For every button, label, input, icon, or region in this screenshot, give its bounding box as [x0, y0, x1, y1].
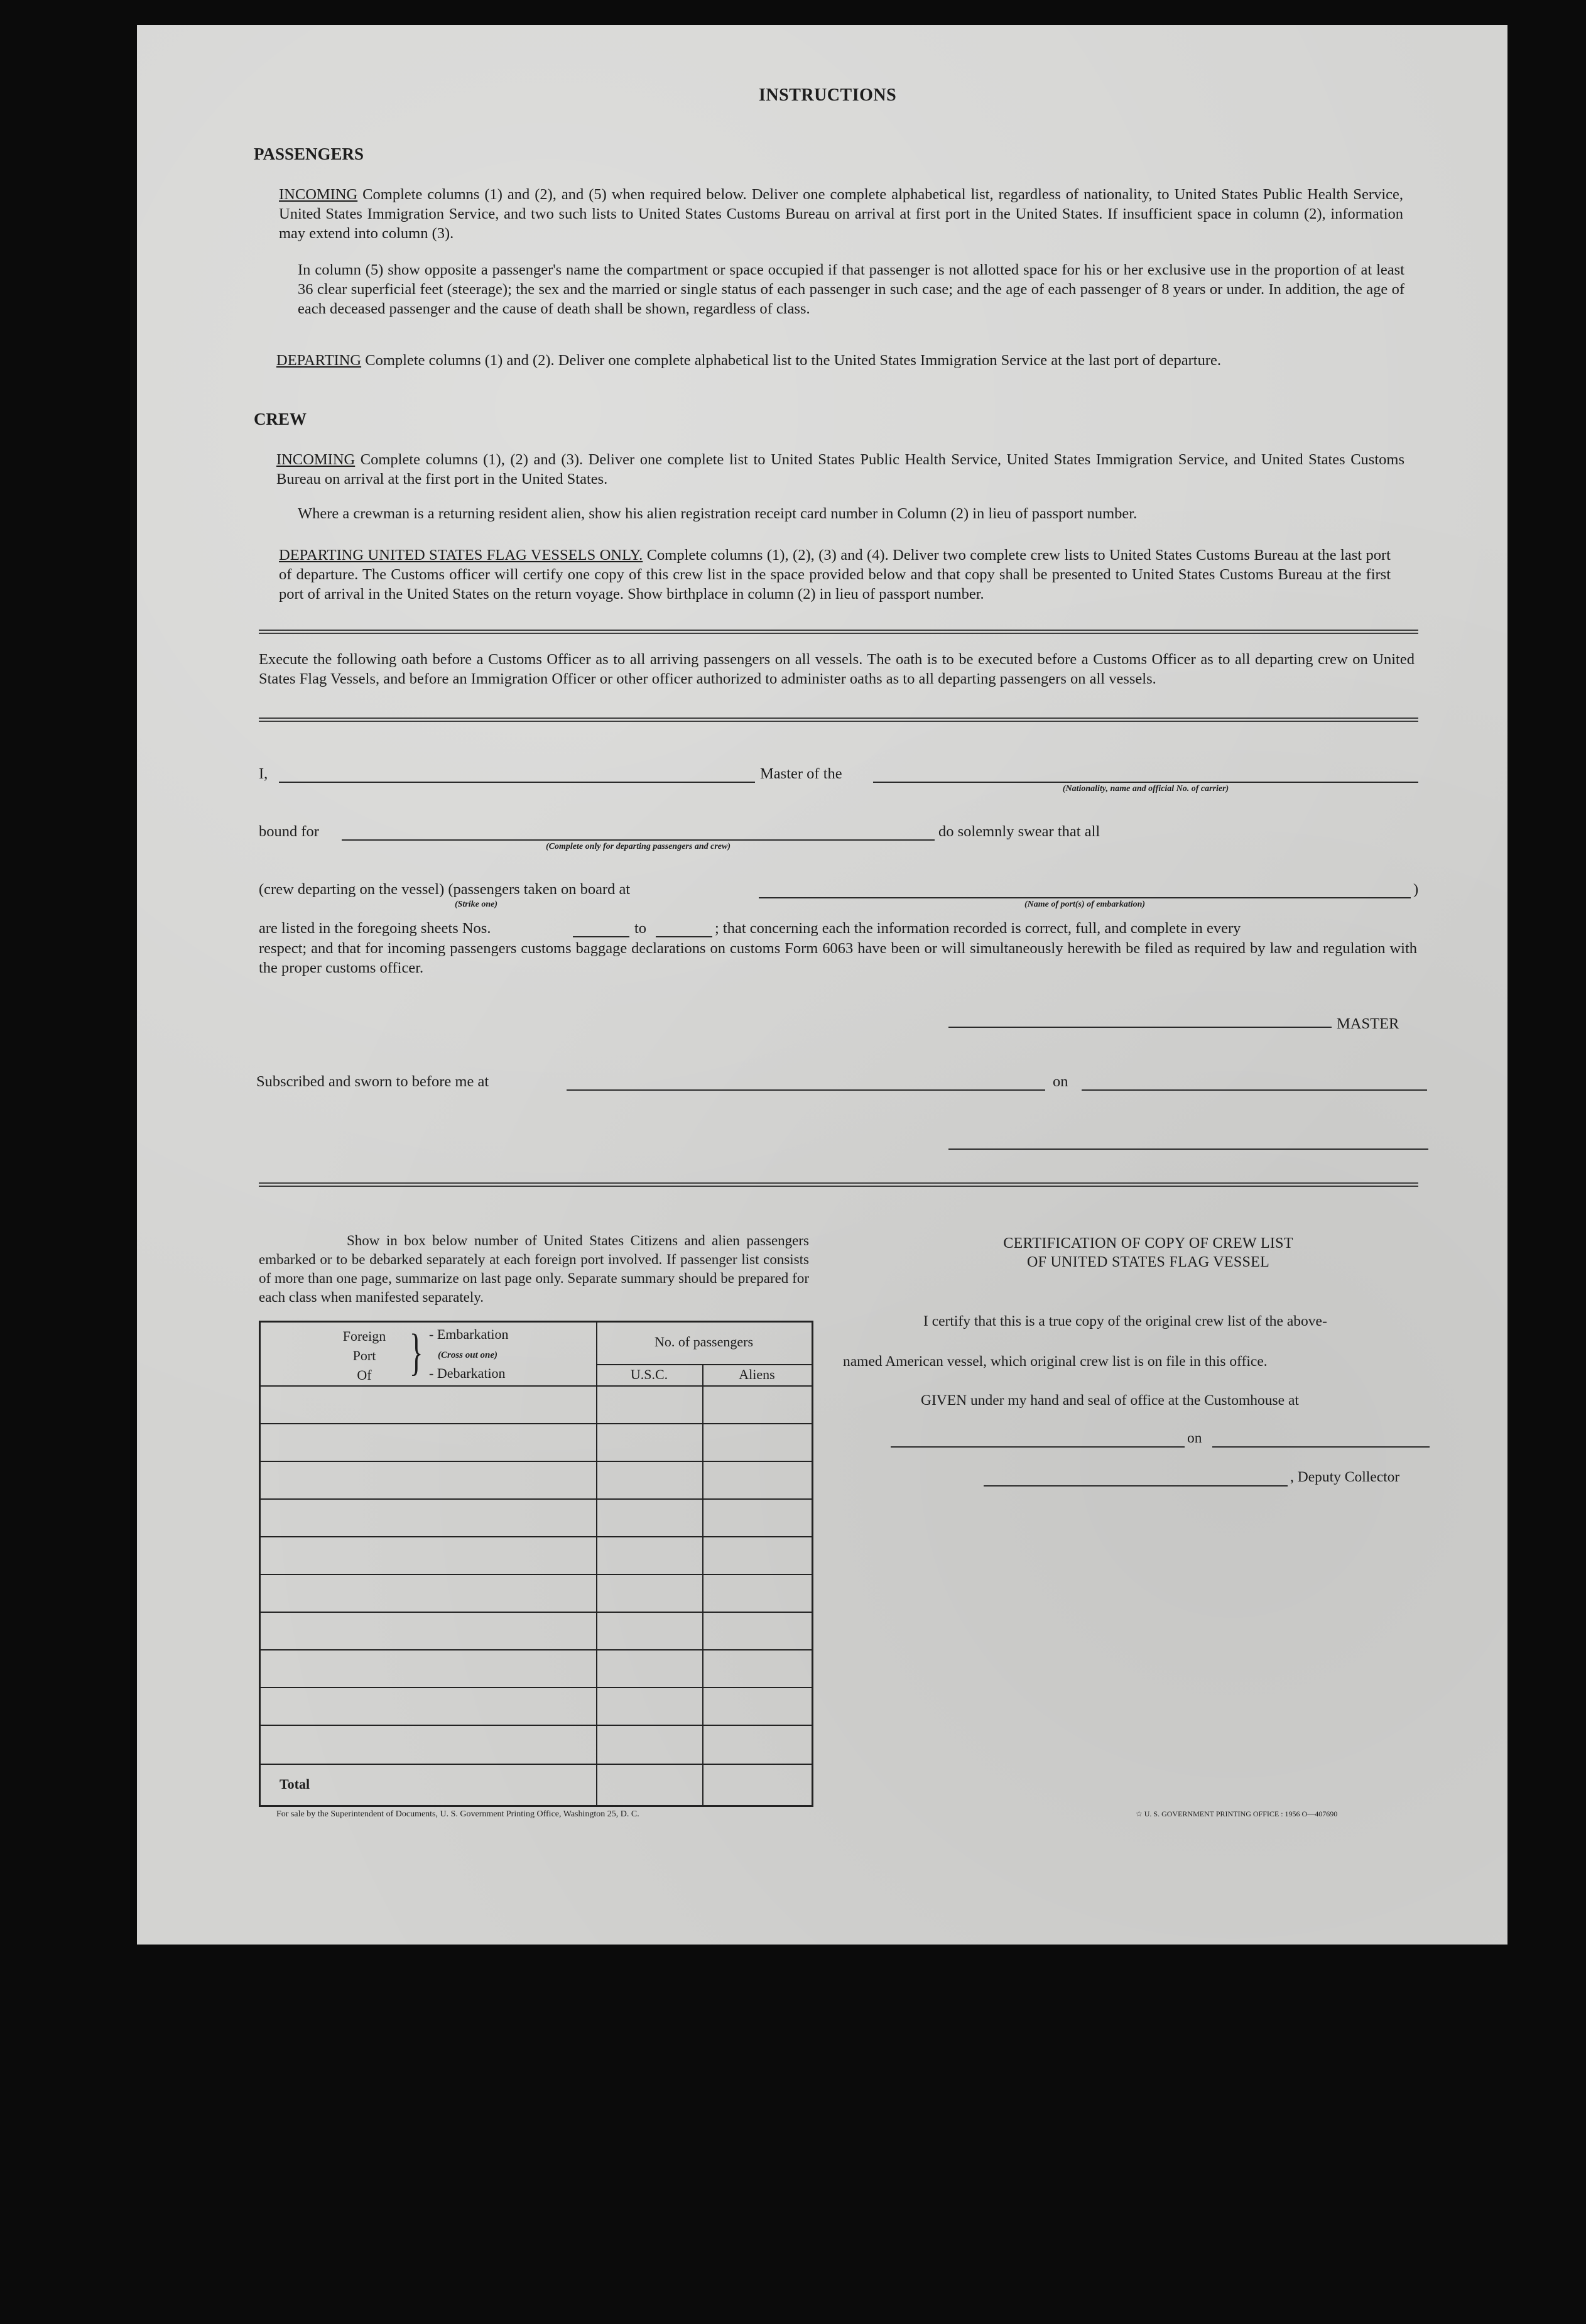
master-signature-line[interactable]	[948, 1027, 1332, 1028]
subscribed-on-label: on	[1053, 1073, 1068, 1090]
sheet-to-line[interactable]	[656, 936, 712, 937]
foreign-port-header	[323, 1326, 405, 1385]
certify-line-3: GIVEN under my hand and seal of office at the Customhouse at	[921, 1392, 1299, 1409]
table-header-divider	[596, 1364, 812, 1365]
table-row	[261, 1536, 812, 1537]
crew-incoming-lead: INCOMING	[276, 451, 356, 468]
subscribed-label: Subscribed and sworn to before me at	[256, 1073, 489, 1090]
passengers-incoming-paragraph	[279, 185, 1403, 243]
column5-paragraph: In column (5) show opposite a passenger's name the compartment or space occupied if that passenger is not allotted space for his or her exclusive use in the proportion of at least 36 clear superficial feet (steerage); the sex and the married or single status of each passenger in such case; and the age of each passenger of 8 years or under. In addition, the age of each deceased passenger and the cause of death shall be shown, regardless of class.	[298, 261, 1404, 317]
certify-line-1: I certify that this is a true copy of the original crew list of the above-	[923, 1313, 1327, 1329]
departing-text: Complete columns (1) and (2). Deliver one complete alphabetical list to the United States Immigration Service at the last port of departure.	[361, 352, 1221, 369]
passengers-departing-paragraph	[276, 351, 1404, 370]
certification-title-line-1: CERTIFICATION OF COPY OF CREW LIST	[1003, 1235, 1293, 1252]
of-label: Of	[357, 1367, 372, 1383]
embarkation-label: - Embarkation	[429, 1326, 509, 1342]
table-row	[261, 1725, 812, 1726]
passenger-summary-table	[259, 1321, 813, 1807]
listed-text-b: ; that concerning each the information recorded is correct, full, and complete in every	[715, 920, 1241, 937]
form-page	[137, 25, 1507, 1945]
customhouse-line[interactable]	[891, 1446, 1185, 1448]
flag-lead: DEPARTING UNITED STATES FLAG VESSELS ONLY.	[279, 547, 643, 564]
master-label: MASTER	[1337, 1015, 1399, 1032]
master-of-the-label: Master of the	[760, 765, 842, 782]
sheet-from-line[interactable]	[573, 936, 629, 937]
foreign-label: Foreign	[342, 1328, 386, 1344]
table-row	[261, 1461, 812, 1462]
separator-rule	[259, 630, 1418, 634]
separator-rule	[259, 1182, 1418, 1187]
footer-gpo-text: ☆ U. S. GOVERNMENT PRINTING OFFICE : 1956 O—407690	[1136, 1809, 1338, 1818]
separator-rule	[259, 717, 1418, 722]
close-paren: )	[1413, 881, 1419, 898]
bound-for-label: bound for	[259, 823, 319, 840]
crew-departing-text: (crew departing on the vessel) (passengers taken on board at	[259, 881, 631, 898]
aliens-header: Aliens	[739, 1367, 775, 1382]
port-caption: (Name of port(s) of embarkation)	[1024, 900, 1146, 909]
bound-for-caption: (Complete only for departing passengers and crew)	[546, 842, 731, 851]
table-row	[261, 1764, 812, 1765]
deputy-signature-line[interactable]	[984, 1485, 1288, 1487]
flag-text: Complete columns (1), (2), (3) and (4). Deliver two complete crew lists to United States Customs Bureau at the last port of departure. The Customs officer will certify one copy of this crew list in the space provided below and that copy shall be presented to United States Customs Bureau at the first port of arrival in the United States on the return voyage. Show birthplace in column (2) in lieu of passport number.	[279, 547, 1391, 603]
departing-lead: DEPARTING	[276, 352, 362, 369]
respect-text: respect; and that for incoming passengers customs baggage declarations on customs Form 6063 have been or will simultaneously herewith be filed as required by law and regulation with the proper customs officer.	[259, 940, 1417, 976]
table-row	[261, 1385, 812, 1387]
table-column-divider	[702, 1364, 703, 1805]
no-of-passengers-header: No. of passengers	[654, 1334, 754, 1350]
resident-alien-paragraph: Where a crewman is a returning resident alien, show his alien registration receipt card number in Column (2) in lieu of passport number.	[298, 505, 1138, 522]
bound-for-line[interactable]	[342, 839, 935, 841]
carrier-caption: (Nationality, name and official No. of carrier)	[1062, 784, 1229, 794]
certify-on-label: on	[1187, 1430, 1202, 1446]
certify-date-line[interactable]	[1212, 1446, 1430, 1448]
cross-out-caption: (Cross out one)	[438, 1350, 498, 1360]
flag-vessels-paragraph	[279, 545, 1391, 604]
passengers-heading: PASSENGERS	[254, 145, 364, 163]
port-label: Port	[352, 1348, 376, 1363]
officer-signature-line[interactable]	[948, 1148, 1428, 1150]
table-row	[261, 1498, 812, 1500]
brace-icon: }	[409, 1323, 423, 1380]
deputy-collector-label: , Deputy Collector	[1290, 1469, 1400, 1485]
crew-incoming-paragraph	[276, 450, 1404, 489]
table-row	[261, 1649, 812, 1650]
summary-instructions: Show in box below number of United States Citizens and alien passengers embarked or to be debarked separately at each foreign port involved. If passenger list consists of more than one page, summarize on last page only. Separate summary should be prepared for each class when manifested separately.	[259, 1233, 809, 1305]
incoming-lead: INCOMING	[279, 186, 358, 203]
certify-line-2: named American vessel, which original crew list is on file in this office.	[843, 1353, 1268, 1370]
page-title: INSTRUCTIONS	[759, 85, 897, 105]
master-name-line[interactable]	[279, 782, 755, 783]
certification-title	[891, 1234, 1406, 1272]
table-row	[261, 1612, 812, 1613]
usc-header: U.S.C.	[630, 1367, 668, 1382]
certification-title-line-2: OF UNITED STATES FLAG VESSEL	[1026, 1254, 1270, 1270]
debarkation-label: - Debarkation	[429, 1365, 506, 1381]
incoming-text: Complete columns (1) and (2), and (5) when required below. Deliver one complete alphabetical list, regardless of nationality, to United States Public Health Service, United States Immigration Service, and two such lists to United States Customs Bureau on arrival at first port in the United States. If insufficient space in column (2), information may extend into column (3).	[279, 186, 1403, 242]
embarkation-port-line[interactable]	[759, 897, 1411, 898]
carrier-line[interactable]	[873, 782, 1418, 783]
table-row	[261, 1423, 812, 1424]
oath-instructions: Execute the following oath before a Customs Officer as to all arriving passengers on all vessels. The oath is to be executed before a Customs Officer as to all departing crew on United States Flag Vessels, and before an Immigration Officer or other officer authorized to administer oaths as to all departing passengers on all vessels.	[259, 651, 1415, 687]
oath-i-label: I,	[259, 765, 268, 782]
subscribed-date-line[interactable]	[1082, 1089, 1427, 1091]
listed-text-a: are listed in the foregoing sheets Nos.	[259, 920, 491, 937]
subscribed-place-line[interactable]	[567, 1089, 1045, 1091]
listed-to-label: to	[634, 920, 647, 937]
strike-one-caption: (Strike one)	[454, 900, 498, 909]
swear-text: do solemnly swear that all	[938, 823, 1100, 840]
table-row	[261, 1687, 812, 1688]
table-column-divider	[596, 1323, 597, 1805]
table-row	[261, 1574, 812, 1575]
footer-sale-text: For sale by the Superintendent of Documents, U. S. Government Printing Office, Washington 25, D. C.	[276, 1809, 639, 1819]
total-label: Total	[280, 1776, 310, 1792]
crew-heading: CREW	[254, 410, 307, 428]
crew-incoming-text: Complete columns (1), (2) and (3). Deliver one complete list to United States Public Health Service, United States Immigration Service, and United States Customs Bureau on arrival at the first port in the United States.	[276, 451, 1404, 488]
